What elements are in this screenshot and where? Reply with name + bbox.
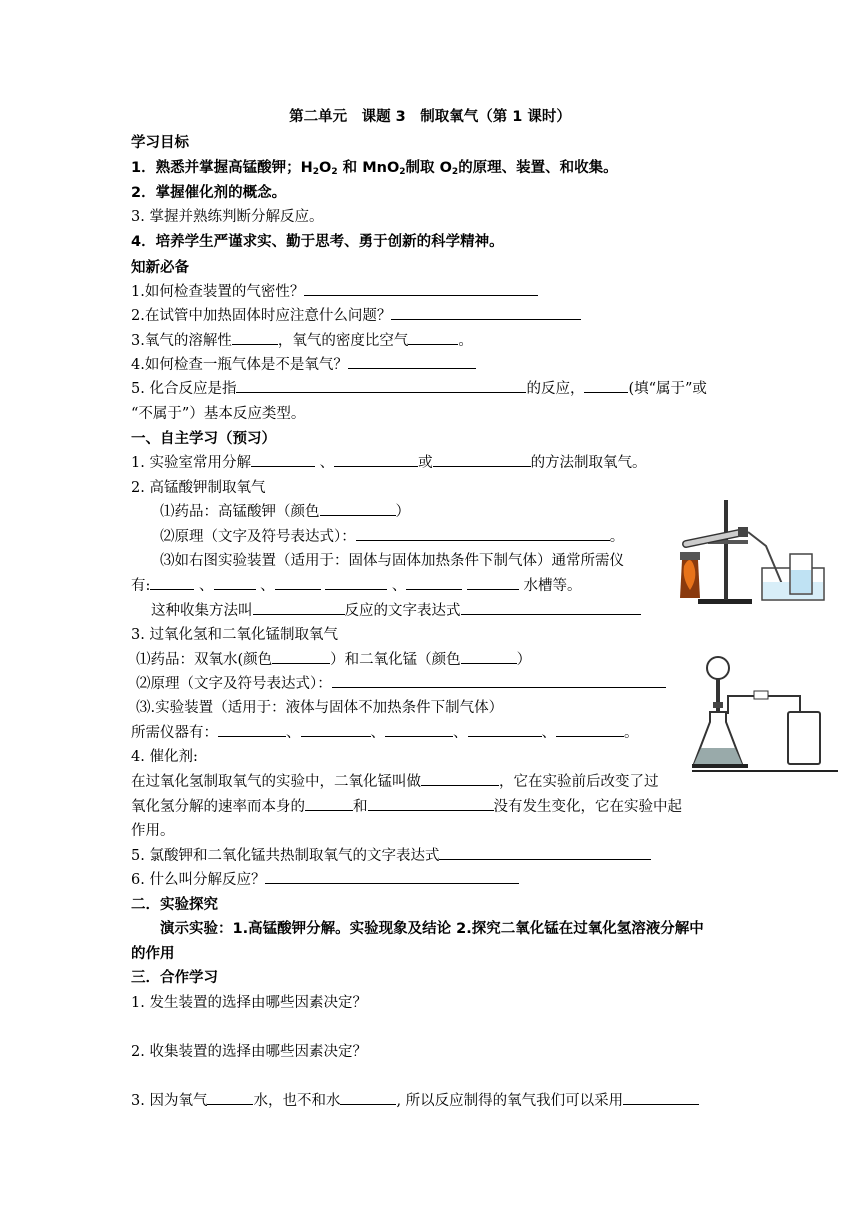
answer-blank[interactable] — [391, 305, 581, 320]
pre-q2: 2.在试管中加热固体时应注意什么问题？ — [131, 305, 581, 327]
answer-blank[interactable] — [348, 354, 476, 369]
answer-blank[interactable] — [408, 330, 458, 345]
answer-blank[interactable] — [265, 869, 519, 884]
goal-4: 4．培养学生严谨求实、勤于思考、勇于创新的科学精神。 — [131, 234, 504, 250]
s1-l2: 2. 高锰酸钾制取氧气 — [131, 480, 266, 496]
answer-blank[interactable] — [251, 452, 315, 467]
s1-l18: 6. 什么叫分解反应？ — [131, 869, 519, 891]
s1-l15: 氧化氢分解的速率而本身的 和 没有发生变化，它在实验中起 — [131, 796, 682, 818]
goal-3: 3. 掌握并熟练判断分解反应。 — [131, 209, 324, 225]
answer-blank[interactable] — [304, 281, 538, 296]
s1-l10: ⑵原理（文字及符号表达式）： — [136, 673, 666, 695]
s1-l17: 5. 氯酸钾和二氧化锰共热制取氧气的文字表达式 — [131, 845, 651, 867]
s1-l13: 4. 催化剂: — [131, 749, 198, 765]
answer-blank[interactable] — [253, 600, 345, 615]
goal-1: 1．熟悉并掌握高锰酸钾；$H_2O_2$ 和 MnO$_2$制取 $O_2$的原理、装置、和收集。 — [131, 160, 618, 177]
answer-blank[interactable] — [340, 1090, 396, 1105]
pre-q1: 1.如何检查装置的气密性？ — [131, 281, 538, 303]
answer-blank[interactable] — [356, 526, 610, 541]
s1-l16: 作用。 — [131, 823, 175, 839]
pre-heading: 知新必备 — [131, 260, 189, 276]
answer-blank[interactable] — [467, 575, 519, 590]
s1-l12: 所需仪器有： 、 、 、 、 。 — [131, 722, 639, 744]
answer-blank[interactable] — [461, 649, 517, 664]
s1-l1: 1. 实验室常用分解 、 或 的方法制取氧气。 — [131, 452, 647, 474]
s1-heading: 一、自主学习（预习） — [131, 431, 276, 447]
answer-blank[interactable] — [584, 378, 628, 393]
hydrogen-peroxide-apparatus-figure — [692, 654, 838, 776]
answer-blank[interactable] — [214, 575, 256, 590]
pre-q5: 5. 化合反应是指 的反应， (填“属于”或 — [131, 378, 707, 400]
s2-demo-1: 演示实验：1.高锰酸钾分解。实验现象及结论 2.探究二氧化锰在过氧化氢溶液分解中 — [160, 921, 704, 937]
s1-l4: ⑵原理（文字及符号表达式）： 。 — [160, 526, 624, 548]
goal-2: 2．掌握催化剂的概念。 — [131, 185, 287, 201]
answer-blank[interactable] — [623, 1090, 699, 1105]
answer-blank[interactable] — [556, 722, 624, 737]
answer-blank[interactable] — [468, 722, 542, 737]
pre-q3: 3.氧气的溶解性 ，氧气的密度比空气 。 — [131, 330, 473, 352]
answer-blank[interactable] — [275, 575, 321, 590]
answer-blank[interactable] — [301, 722, 371, 737]
answer-blank[interactable] — [305, 796, 353, 811]
answer-blank[interactable] — [461, 600, 641, 615]
answer-blank[interactable] — [236, 378, 526, 393]
s2-demo-2: 的作用 — [131, 946, 175, 962]
answer-blank[interactable] — [272, 649, 330, 664]
page-title: 第二单元 课题 3 制取氧气（第 1 课时） — [289, 109, 571, 125]
heating-apparatus-figure — [672, 494, 834, 606]
answer-blank[interactable] — [207, 1090, 253, 1105]
answer-blank[interactable] — [218, 722, 286, 737]
s3-q1: 1. 发生装置的选择由哪些因素决定？ — [131, 995, 367, 1011]
s1-l5: ⑶如右图实验装置（适用于：固体与固体加热条件下制气体）通常所需仪 — [160, 553, 624, 569]
answer-blank[interactable] — [406, 575, 462, 590]
s2-heading: 二．实验探究 — [131, 897, 218, 913]
s1-l9: ⑴药品：双氧水(颜色 ）和二氧化锰（颜色 ） — [136, 649, 531, 671]
goals-heading: 学习目标 — [131, 135, 189, 151]
s3-q3: 3. 因为氧气 水，也不和水 , 所以反应制得的氧气我们可以采用 — [131, 1090, 699, 1112]
s3-q2: 2. 收集装置的选择由哪些因素决定？ — [131, 1044, 367, 1060]
answer-blank[interactable] — [439, 845, 651, 860]
pre-q4: 4.如何检查一瓶气体是不是氧气？ — [131, 354, 476, 376]
answer-blank[interactable] — [332, 673, 666, 688]
answer-blank[interactable] — [368, 796, 494, 811]
answer-blank[interactable] — [433, 452, 531, 467]
s3-heading: 三．合作学习 — [131, 970, 218, 986]
s1-l14: 在过氧化氢制取氧气的实验中，二氧化锰叫做 ，它在实验前后改变了过 — [131, 771, 659, 793]
answer-blank[interactable] — [421, 771, 499, 786]
answer-blank[interactable] — [325, 575, 387, 590]
s1-l3: ⑴药品：高锰酸钾（颜色 ） — [160, 501, 410, 523]
pre-q5-cont: “不属于”）基本反应类型。 — [131, 406, 306, 422]
s1-l7: 这种收集方法叫 反应的文字表达式 — [151, 600, 641, 622]
s1-l8: 3. 过氧化氢和二氧化锰制取氧气 — [131, 627, 338, 643]
answer-blank[interactable] — [150, 575, 194, 590]
s1-l11: ⑶.实验装置（适用于：液体与固体不加热条件下制气体） — [136, 700, 504, 716]
answer-blank[interactable] — [232, 330, 278, 345]
s1-l6: 有: 、 、 、 水槽等。 — [131, 575, 582, 597]
answer-blank[interactable] — [320, 501, 396, 516]
answer-blank[interactable] — [334, 452, 418, 467]
answer-blank[interactable] — [385, 722, 453, 737]
